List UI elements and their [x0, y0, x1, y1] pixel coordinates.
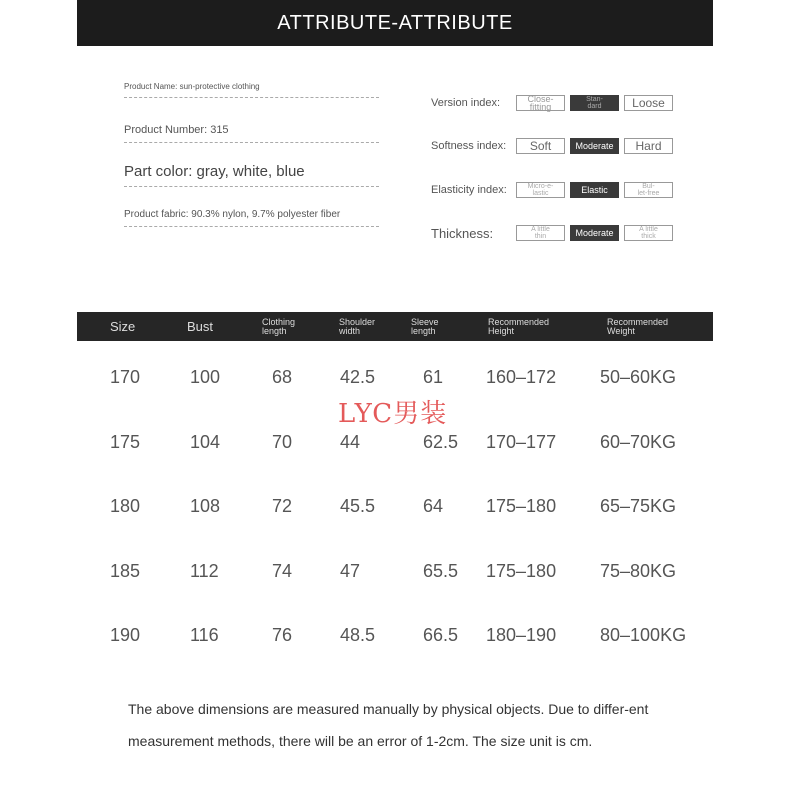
product-fabric — [124, 209, 379, 227]
column-header: Size — [110, 319, 136, 334]
size-table-header — [77, 312, 713, 341]
index-option: Loose — [624, 95, 673, 111]
table-cell: 48.5 — [340, 625, 376, 645]
header-title: ATTRIBUTE-ATTRIBUTE — [277, 11, 513, 34]
product-fabric-text: Product fabric: 90.3% nylon, 9.7% polyester fiber — [124, 209, 341, 220]
divider — [124, 186, 379, 187]
table-cell: 44 — [340, 432, 361, 452]
table-cell: 75–80KG — [600, 561, 677, 581]
table-cell: 65–75KG — [600, 496, 677, 516]
index-label: Softness index: — [431, 140, 507, 152]
index-option: Stan- dard — [570, 95, 619, 111]
index-option: Moderate — [570, 225, 619, 241]
index-option: Soft — [516, 138, 565, 154]
column-header: Shoulder width — [339, 316, 376, 336]
divider — [124, 142, 379, 143]
divider — [124, 97, 379, 98]
product-number-text: Product Number: 315 — [124, 124, 229, 136]
index-row — [431, 136, 678, 156]
table-cell: 50–60KG — [600, 367, 677, 387]
table-cell: 180–190 — [486, 625, 557, 645]
product-color — [124, 163, 379, 187]
table-cell: 64 — [423, 496, 444, 516]
index-label: Version index: — [431, 97, 501, 109]
table-cell: 104 — [190, 432, 221, 452]
table-cell: 80–100KG — [600, 625, 687, 645]
index-option: Elastic — [570, 182, 619, 198]
table-cell: 170–177 — [486, 432, 557, 452]
column-header: Recommended Weight — [607, 316, 669, 336]
table-cell: 160–172 — [486, 367, 557, 387]
index-row — [431, 93, 678, 113]
index-option: A little thick — [624, 225, 673, 241]
table-cell: 112 — [190, 561, 219, 581]
index-option: Hard — [624, 138, 673, 154]
table-cell: 45.5 — [340, 496, 376, 516]
table-cell: 170 — [110, 367, 141, 387]
product-number — [124, 124, 379, 143]
index-row — [431, 223, 678, 243]
table-cell: 68 — [272, 367, 293, 387]
table-cell: 65.5 — [423, 561, 459, 581]
column-header: Bust — [187, 319, 214, 334]
table-row — [0, 625, 790, 655]
table-cell: 116 — [190, 625, 219, 645]
table-cell: 108 — [190, 496, 221, 516]
index-option: Close-fitting — [516, 95, 565, 111]
table-cell: 175–180 — [486, 561, 557, 581]
product-color-text: Part color: gray, white, blue — [124, 163, 305, 180]
table-row — [0, 496, 790, 526]
table-cell: 60–70KG — [600, 432, 677, 452]
table-cell: 76 — [272, 625, 293, 645]
column-header: Clothing length — [262, 316, 296, 336]
index-option: Moderate — [570, 138, 619, 154]
table-cell: 70 — [272, 432, 293, 452]
table-cell: 180 — [110, 496, 141, 516]
table-cell: 175–180 — [486, 496, 557, 516]
table-cell: 190 — [110, 625, 141, 645]
index-option: Bul- let-free — [624, 182, 673, 198]
index-row — [431, 180, 678, 200]
table-row — [0, 432, 790, 462]
product-name — [124, 82, 379, 98]
divider — [124, 226, 379, 227]
table-cell: 185 — [110, 561, 141, 581]
measurement-note: The above dimensions are measured manually by physical objects. Due to differ-ent measurement methods, there will be an error of 1-2cm. The size unit is cm. — [128, 701, 649, 749]
index-label: Elasticity index: — [431, 184, 507, 196]
index-option: Micro-e- lastic — [516, 182, 565, 198]
table-cell: 72 — [272, 496, 293, 516]
product-name-text: Product Name: sun-protective clothing — [124, 82, 260, 91]
index-option: A little thin — [516, 225, 565, 241]
column-header: Sleeve length — [411, 316, 439, 336]
table-cell: 66.5 — [423, 625, 459, 645]
table-cell: 42.5 — [340, 367, 376, 387]
attribute-header — [77, 0, 713, 46]
table-row — [0, 561, 790, 591]
table-cell: 175 — [110, 432, 141, 452]
table-cell: 47 — [340, 561, 361, 581]
table-cell: 100 — [190, 367, 221, 387]
brand-watermark: LYC男装 — [338, 399, 448, 429]
table-cell: 62.5 — [423, 432, 459, 452]
index-label: Thickness: — [431, 225, 494, 241]
table-cell: 61 — [423, 367, 444, 387]
table-cell: 74 — [272, 561, 293, 581]
column-header: Recommended Height — [488, 316, 550, 336]
